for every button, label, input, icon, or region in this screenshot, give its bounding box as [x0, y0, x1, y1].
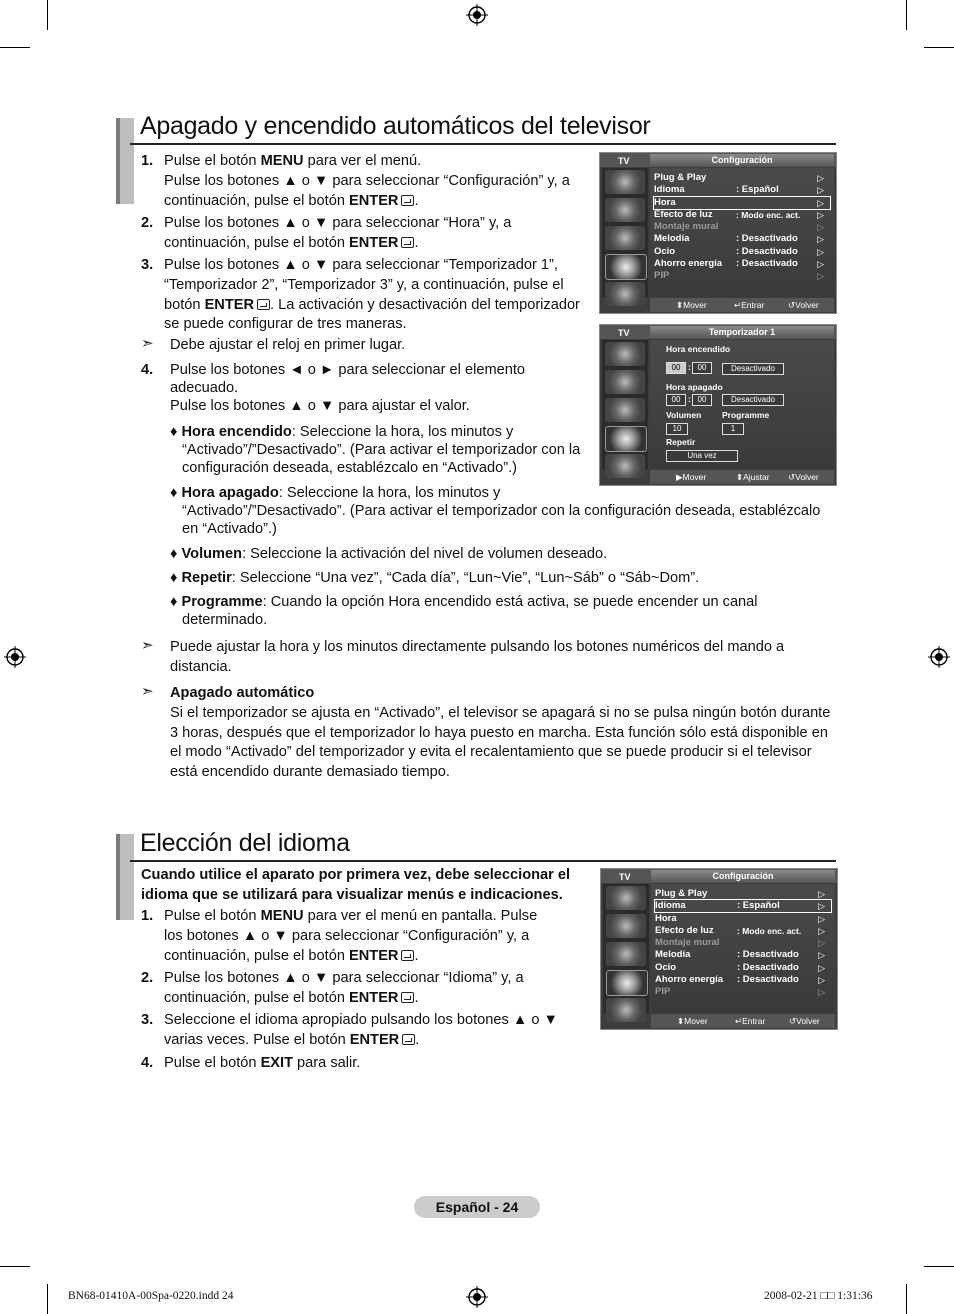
repeat-field: Una vez	[666, 450, 738, 462]
sound-icon	[606, 914, 646, 938]
footer-file: BN68-01410A-00Spa-0220.indd 24	[68, 1290, 234, 1302]
step-text: Pulse el botón MENU para ver el menú. Pulse los botones ▲ o ▼ para seleccionar “Configuración” y, a continuación, pulse el botón ENTER .	[164, 153, 570, 209]
step-number: 3.	[141, 1012, 154, 1028]
note-text: Apagado automático Si el temporizador se ajusta en “Activado”, el televisor se apagará si no se pulsa ningún botón durante 3 horas, después que el temporizador lo haya puesto en marcha. Esta función sólo está disponible en el modo “Activado” del temporizador y evita el recalentamiento que se puede producir si el televisor está encendido durante demasiado tiempo.	[170, 685, 831, 781]
menu-row-selected: Hora ▷	[654, 197, 830, 209]
channel-icon	[606, 942, 646, 966]
input-icon	[605, 282, 645, 306]
tv-menu-temporizador	[599, 324, 837, 486]
enter-icon	[401, 950, 414, 961]
bullet-item: ♦ Hora encendido: Seleccione la hora, los minutos y	[170, 424, 514, 440]
section-title: Apagado y encendido automáticos del televisor	[140, 112, 651, 140]
on-hour-field: 00	[666, 362, 686, 374]
registration-mark-icon	[928, 646, 950, 668]
crop-mark	[906, 0, 907, 30]
setup-gear-icon	[606, 970, 648, 996]
menu-row: Hora ▷	[655, 913, 825, 924]
menu-footer: ▶ Mover ⬍ Ajustar ↺ Volver	[650, 470, 834, 484]
menu-row: Melodía : Desactivado ▷	[655, 949, 825, 960]
intro-text: Cuando utilice el aparato por primera vez, debe seleccionar el idioma que se utilizará para visualizar menús e indicaciones.	[141, 867, 571, 903]
menu-row: Efecto de luz : Modo enc. act. ▷	[655, 925, 825, 936]
picture-icon	[606, 886, 646, 910]
note-arrow-icon: ➣	[141, 335, 154, 352]
enter-icon	[257, 299, 270, 310]
crop-mark	[0, 1266, 30, 1267]
bullet-item: ♦ Repetir: Seleccione “Una vez”, “Cada día”, “Lun~Vie”, “Lun~Sáb” o “Sáb~Dom”.	[170, 570, 700, 586]
tv-menu-configuracion	[599, 152, 837, 314]
picture-icon	[605, 170, 645, 194]
menu-row: Melodía : Desactivado ▷	[654, 233, 824, 244]
menu-header: Configuración	[651, 870, 835, 882]
menu-row: Montaje mural ▷	[654, 221, 824, 232]
tv-label: TV	[619, 872, 631, 882]
enter-icon	[401, 195, 414, 206]
section-bar	[116, 118, 134, 204]
menu-sidebar	[602, 168, 648, 297]
step-number: 1.	[141, 908, 154, 924]
menu-row: Ocio : Desactivado ▷	[655, 962, 825, 973]
title-rule	[130, 860, 836, 862]
menu-header: Configuración	[650, 154, 834, 166]
crop-mark	[924, 1266, 954, 1267]
menu-row: Plug & Play ▷	[655, 888, 825, 899]
step-text: Pulse los botones ◄ o ► para seleccionar el elemento adecuado. Pulse los botones ▲ o ▼ para ajustar el valor.	[170, 362, 526, 414]
menu-sidebar	[602, 340, 648, 469]
off-state-field: Desactivado	[722, 394, 784, 406]
channel-icon	[605, 398, 645, 422]
tv-label: TV	[618, 328, 630, 338]
bullet-item: ♦ Programme: Cuando la opción Hora encendido está activa, se puede encender un canal	[170, 594, 758, 610]
menu-row: Ahorro energía : Desactivado ▷	[655, 974, 825, 985]
setup-gear-icon	[605, 426, 647, 452]
menu-sidebar	[603, 884, 649, 1013]
volume-field: 10	[666, 423, 688, 435]
step-text: Pulse los botones ▲ o ▼ para seleccionar “Idioma” y, a continuación, pulse el botón ENTER .	[164, 970, 524, 1006]
timer-off-label: Hora apagado	[666, 382, 723, 392]
menu-row: Plug & Play ▷	[654, 172, 824, 183]
menu-footer: ⬍ Mover ↵ Entrar ↺ Volver	[651, 1014, 835, 1028]
repeat-label: Repetir	[666, 437, 696, 447]
colon: :	[688, 394, 691, 404]
step-text: Seleccione el idioma apropiado pulsando los botones ▲ o ▼ varias veces. Pulse el botón ENTER .	[164, 1012, 558, 1048]
on-state-field: Desactivado	[722, 363, 784, 375]
menu-row: Ocio : Desactivado ▷	[654, 246, 824, 257]
menu-row-selected: Idioma : Español ▷	[655, 900, 831, 912]
bullet-text: “Activado”/”Desactivado”. (Para activar el temporizador con la configuración deseada, establézcalo en “Activado”.)	[182, 503, 821, 537]
title-rule	[130, 143, 836, 145]
enter-icon	[401, 992, 414, 1003]
note-text: Puede ajustar la hora y los minutos directamente pulsando los botones numéricos del mando a distancia.	[170, 639, 785, 675]
timer-on-label: Hora encendido	[666, 344, 731, 354]
registration-mark-icon	[466, 1286, 488, 1308]
volume-label: Volumen	[666, 410, 702, 420]
menu-row: PIP ▷	[654, 270, 824, 281]
tv-label: TV	[618, 156, 630, 166]
crop-mark	[924, 47, 954, 48]
enter-icon	[401, 237, 414, 248]
crop-mark	[47, 1284, 48, 1314]
setup-gear-icon	[605, 254, 647, 280]
crop-mark	[47, 0, 48, 30]
step-number: 4.	[141, 1055, 154, 1071]
step-text: Pulse los botones ▲ o ▼ para seleccionar “Hora” y, a continuación, pulse el botón ENTER .	[164, 215, 512, 251]
programme-label: Programme	[722, 410, 770, 420]
menu-row: Efecto de luz : Modo enc. act. ▷	[654, 209, 824, 220]
step-number: 3.	[141, 257, 154, 273]
crop-mark	[0, 47, 30, 48]
registration-mark-icon	[466, 4, 488, 26]
bullet-item: ♦ Volumen: Seleccione la activación del nivel de volumen deseado.	[170, 546, 608, 562]
step-text: Pulse el botón MENU para ver el menú en pantalla. Pulse los botones ▲ o ▼ para seleccionar “Configuración” y, a continuación, pulse el botón ENTER .	[164, 908, 538, 964]
off-hour-field: 00	[666, 394, 686, 406]
menu-row: Idioma : Español ▷	[654, 184, 824, 195]
step-number: 2.	[141, 215, 154, 231]
step-number: 4.	[141, 362, 154, 378]
section-bar	[116, 834, 134, 920]
step-number: 2.	[141, 970, 154, 986]
channel-icon	[605, 226, 645, 250]
menu-row: PIP ▷	[655, 986, 825, 997]
bullet-text: determinado.	[182, 612, 268, 628]
note-text: Debe ajustar el reloj en primer lugar.	[170, 337, 406, 353]
menu-footer: ⬍ Mover ↵ Entrar ↺ Volver	[650, 298, 834, 312]
crop-mark	[906, 1284, 907, 1314]
input-icon	[606, 998, 646, 1022]
sound-icon	[605, 370, 645, 394]
footer-timestamp: 2008-02-21 □□ 1:31:36	[764, 1290, 873, 1302]
bullet-text: “Activado”/”Desactivado”. (Para activar el temporizador con la configuración deseada, establézcalo en “Activado”.)	[182, 442, 581, 476]
menu-row: Montaje mural ▷	[655, 937, 825, 948]
step-text: Pulse el botón EXIT para salir.	[164, 1055, 361, 1071]
sound-icon	[605, 198, 645, 222]
picture-icon	[605, 342, 645, 366]
colon: :	[688, 362, 691, 372]
enter-icon	[402, 1034, 415, 1045]
note-arrow-icon: ➣	[141, 637, 154, 654]
tv-menu-idioma	[600, 868, 838, 1030]
menu-header: Temporizador 1	[650, 326, 834, 338]
note-arrow-icon: ➣	[141, 683, 154, 700]
programme-field: 1	[722, 423, 744, 435]
on-minute-field: 00	[692, 362, 712, 374]
page-number-badge: Español - 24	[414, 1196, 540, 1218]
off-minute-field: 00	[692, 394, 712, 406]
input-icon	[605, 454, 645, 478]
section-title: Elección del idioma	[140, 829, 350, 857]
menu-row: Ahorro energía : Desactivado ▷	[654, 258, 824, 269]
bullet-item: ♦ Hora apagado: Seleccione la hora, los minutos y	[170, 485, 501, 501]
step-number: 1.	[141, 153, 154, 169]
registration-mark-icon	[4, 646, 26, 668]
step-text: Pulse los botones ▲ o ▼ para seleccionar “Temporizador 1”, “Temporizador 2”, “Temporizador 3” y, a continuación, pulse el botón ENTER . La activación y desactivación del temporizador se puede configurar de tres maneras.	[164, 257, 580, 333]
